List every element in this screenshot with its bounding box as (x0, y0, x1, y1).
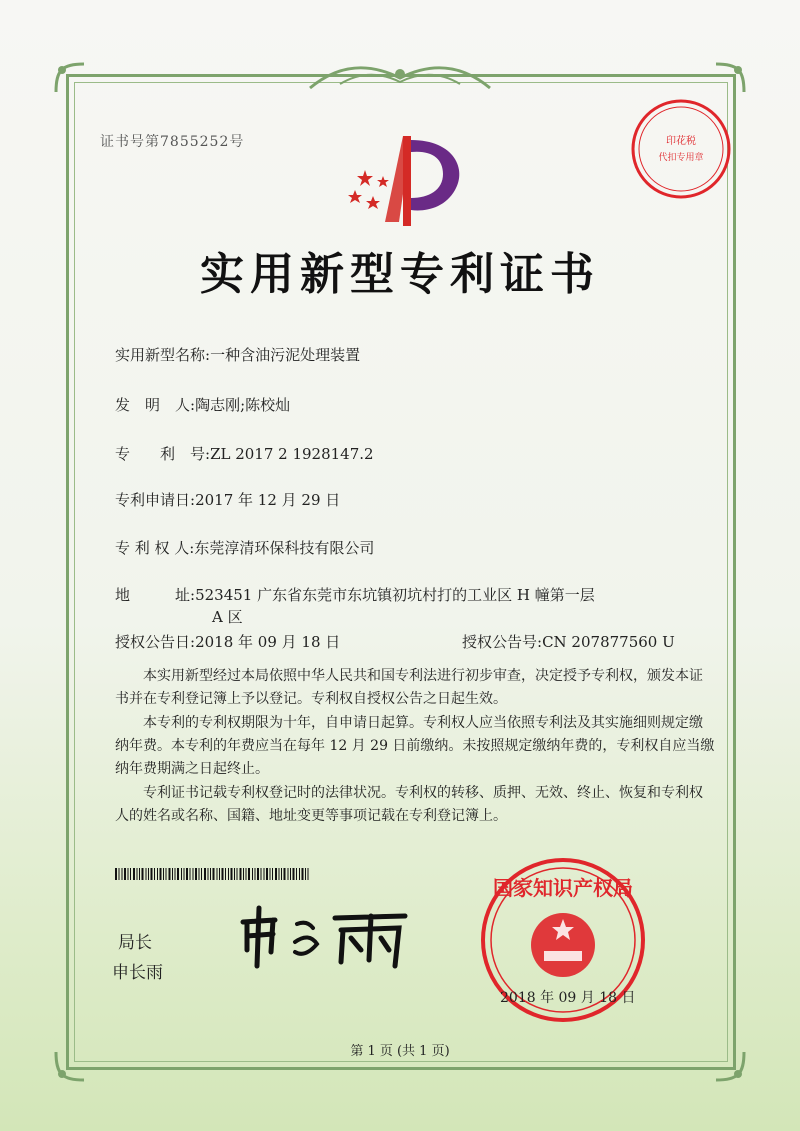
patent-number-label: 专 利 号: (115, 445, 211, 463)
handwritten-signature-icon (235, 902, 415, 972)
patent-number-row (115, 443, 374, 464)
director-name: 申长雨 (112, 963, 163, 983)
corner-ornament-icon (52, 60, 88, 96)
announce-number-value: CN 207877560 U (542, 633, 675, 651)
announce-date-row (115, 631, 340, 652)
patent-number-value: ZL 2017 2 1928147.2 (210, 445, 374, 463)
tax-stamp-icon (628, 96, 734, 202)
patent-office-logo-icon (345, 130, 470, 230)
inventor-value: 陶志刚;陈校灿 (195, 396, 291, 414)
svg-text:印花税: 印花税 (666, 136, 696, 147)
announce-number-label: 授权公告号: (462, 633, 543, 651)
address-value-line1: 523451 广东省东莞市东坑镇初坑村打的工业区 H 幢第一层 (195, 586, 595, 604)
certificate-paragraph: 本专利的专利权期限为十年，自申请日起算。专利权人应当依照专利法及其实施细则规定缴纳年费。本专利的年费应当在每年 12 月 29 日前缴纳。未按照规定缴纳年费的，专利权自应当缴纳年费期满之日起终止。 (115, 715, 715, 777)
patentee-label: 专 利 权 人: (115, 539, 195, 557)
filing-date-row (115, 489, 340, 510)
page-footer: 第 1 页 (共 1 页) (350, 1044, 450, 1059)
inventor-label: 发 明 人: (115, 396, 196, 414)
announce-date-label: 授权公告日: (115, 633, 196, 651)
patentee-row (115, 537, 374, 558)
certificate-paragraph: 本实用新型经过本局依照中华人民共和国专利法进行初步审查，决定授予专利权，颁发本证书并在专利登记簿上予以登记。专利权自授权公告之日起生效。 (115, 668, 703, 707)
filing-date-value: 2017 年 12 月 29 日 (195, 491, 341, 509)
svg-text:代扣专用章: 代扣专用章 (658, 153, 704, 163)
utility-model-name-label: 实用新型名称: (115, 346, 211, 364)
corner-ornament-icon (712, 60, 748, 96)
inventor-row (115, 394, 290, 415)
announce-date-value: 2018 年 09 月 18 日 (195, 633, 341, 651)
filing-date-label: 专利申请日: (115, 491, 196, 509)
director-title: 局长 (118, 933, 152, 953)
address-value-line2: A 区 (212, 608, 243, 626)
utility-model-name-row (115, 344, 360, 365)
certificate-number: 证书号第7855252号 (100, 134, 245, 150)
announce-number-row (462, 631, 675, 652)
svg-text:国家知识产权局: 国家知识产权局 (493, 876, 633, 900)
address-label: 地 址: (115, 586, 196, 604)
barcode-icon (115, 868, 310, 880)
patentee-value: 东莞淳清环保科技有限公司 (194, 539, 375, 557)
utility-model-name-value: 一种含油污泥处理装置 (210, 346, 361, 364)
certificate-paragraph: 专利证书记载专利权登记时的法律状况。专利权的转移、质押、无效、终止、恢复和专利权人的姓名或名称、国籍、地址变更等事项记载在专利登记簿上。 (115, 785, 703, 824)
seal-date: 2018 年 09 月 18 日 (500, 990, 636, 1006)
top-ornament-icon (300, 58, 500, 98)
address-row (115, 584, 595, 605)
certificate-title: 实用新型专利证书 (200, 249, 600, 300)
